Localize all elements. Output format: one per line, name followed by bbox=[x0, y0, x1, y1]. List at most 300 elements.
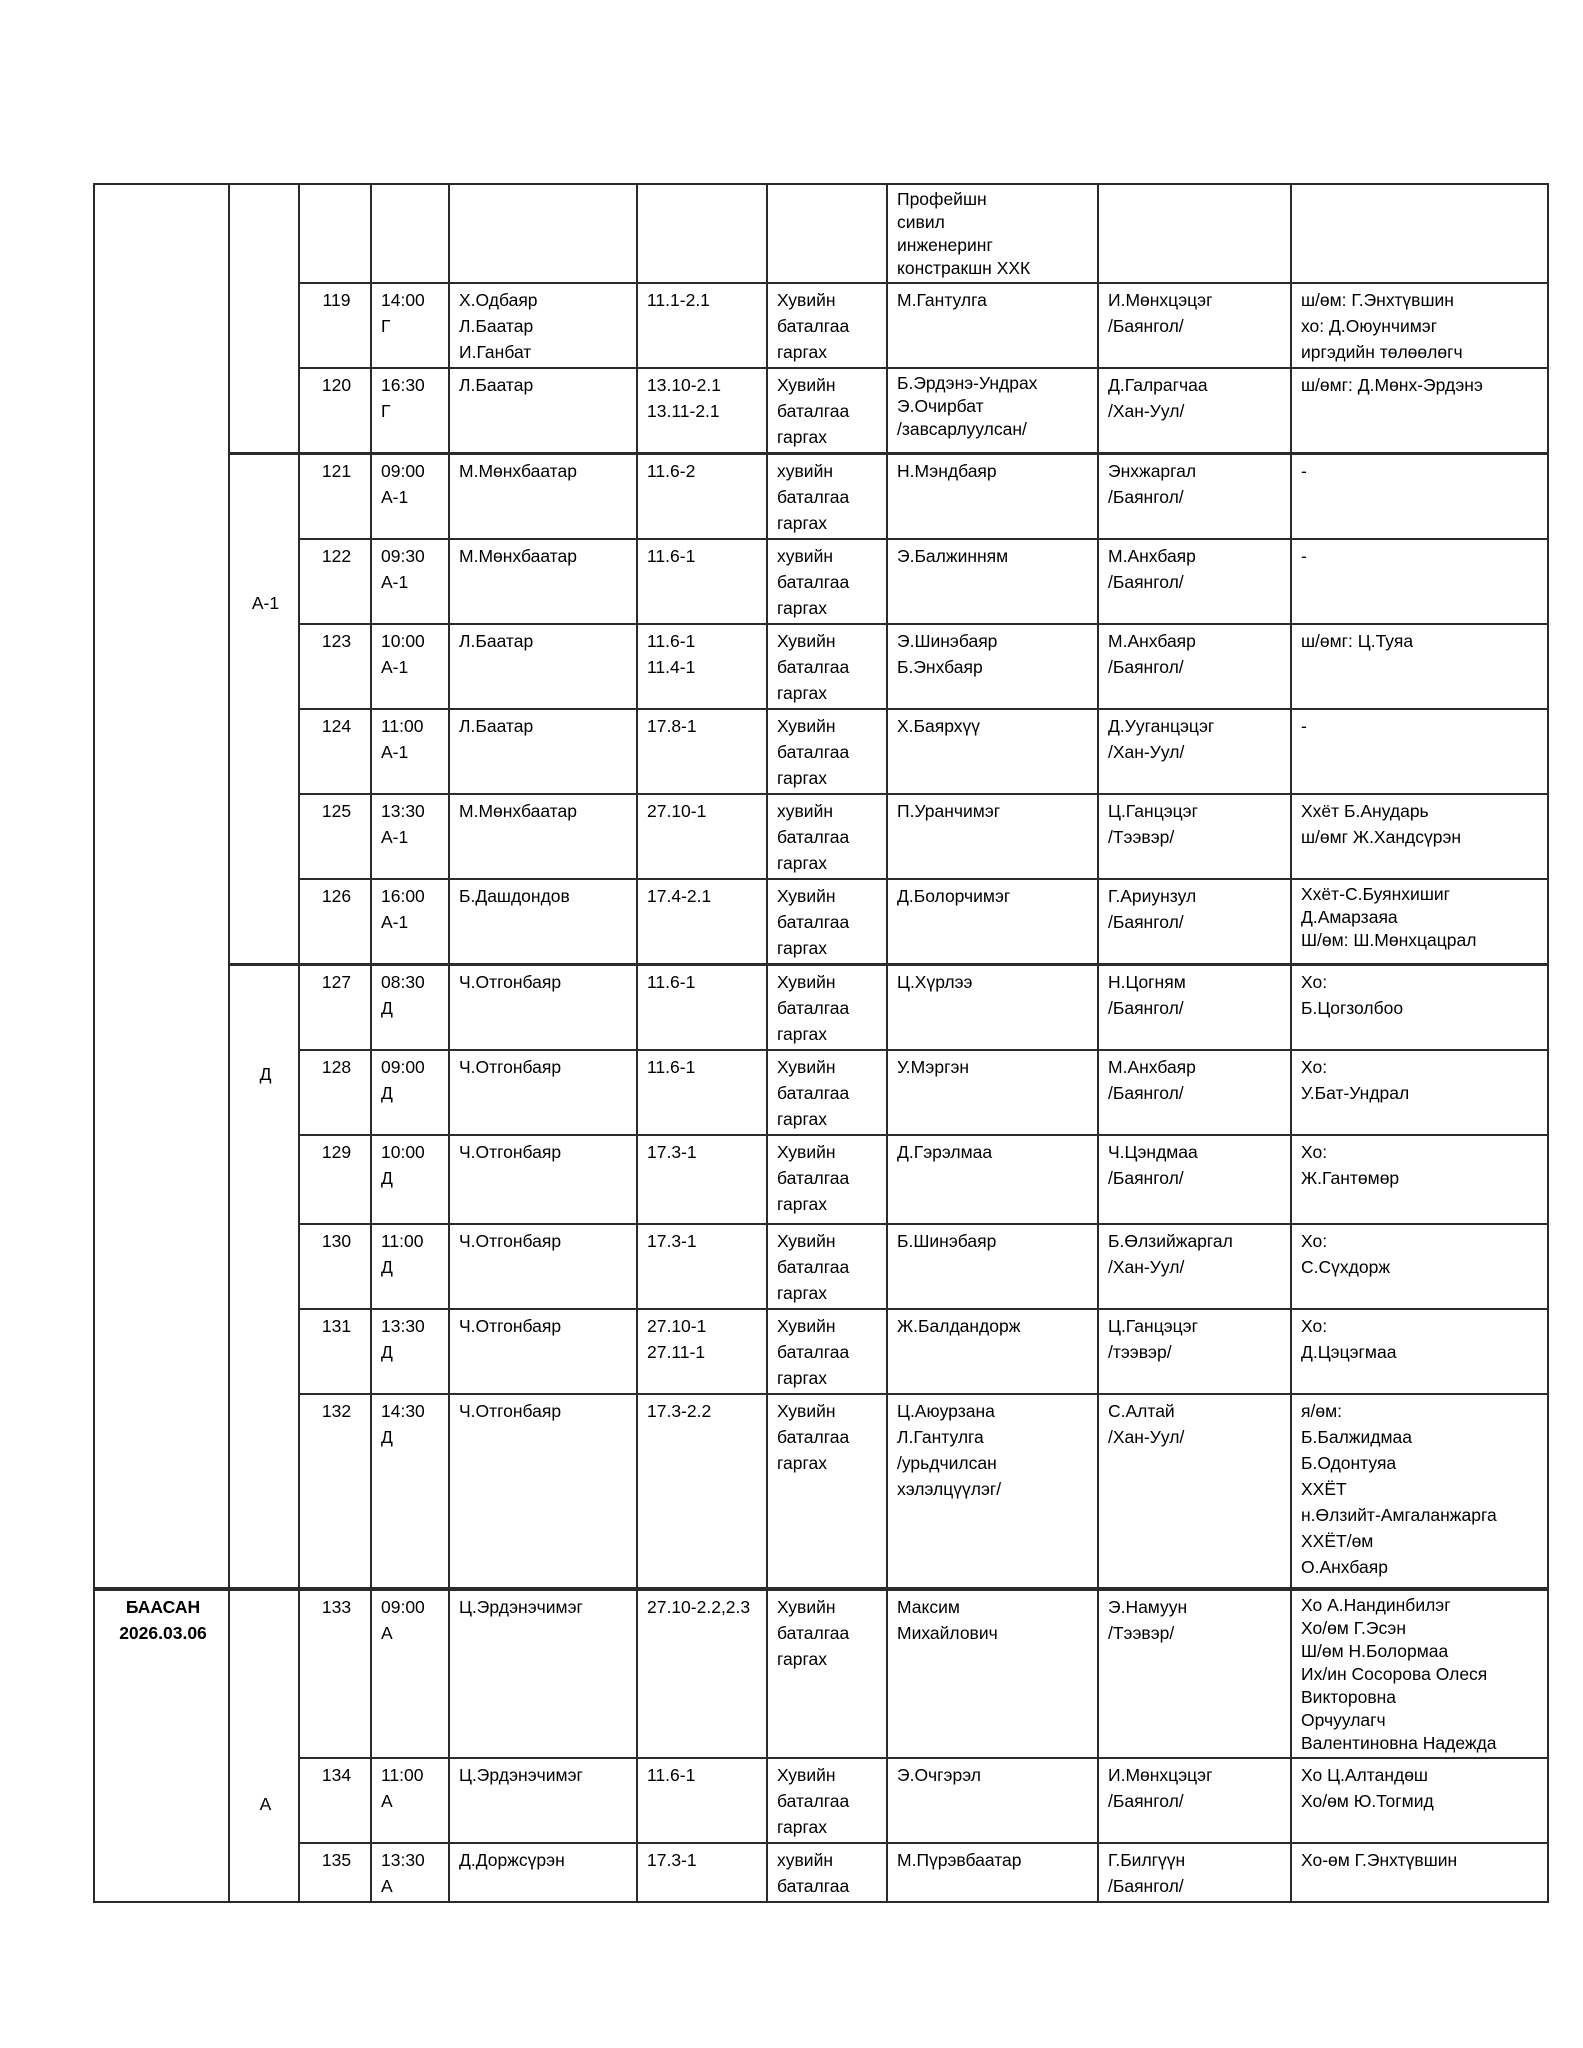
cell-text: хувийн баталгаа гаргах bbox=[777, 546, 850, 618]
text-line: Хо-өм Г.Энхтүвшин bbox=[1301, 1850, 1458, 1870]
session-letter: Д bbox=[381, 1427, 393, 1447]
text-line: Л.Баатар bbox=[459, 631, 534, 651]
cell-time-session bbox=[371, 1050, 449, 1135]
cell-notary-names bbox=[449, 539, 637, 624]
row-number: 133 bbox=[321, 1597, 352, 1617]
cell-service-type bbox=[767, 1309, 887, 1394]
time-value: 13:30 bbox=[381, 1316, 425, 1336]
text-line: Б.Одонтуяа bbox=[1301, 1453, 1397, 1473]
table-row bbox=[94, 624, 1548, 709]
text-line: 11.1-2.1 bbox=[647, 290, 710, 310]
text-line: Профейшн bbox=[897, 189, 987, 209]
text-line: Д.Амарзаяа bbox=[1301, 907, 1398, 927]
cell-time-session bbox=[371, 879, 449, 965]
text-line: хо: Д.Оюунчимэг bbox=[1301, 316, 1438, 336]
cell-notary-names bbox=[449, 624, 637, 709]
text-line: Б.Өлзийжаргал bbox=[1108, 1231, 1233, 1251]
text-line: О.Анхбаяр bbox=[1301, 1557, 1388, 1577]
text-line: - bbox=[1301, 716, 1307, 736]
text-line: 17.3-1 bbox=[647, 1142, 697, 1162]
text-line: Викторовна bbox=[1301, 1687, 1397, 1707]
cell-time-session bbox=[371, 709, 449, 794]
cell-time-session bbox=[371, 1758, 449, 1843]
cell-notary-names bbox=[449, 879, 637, 965]
cell-text: Хувийн баталгаа гаргах bbox=[777, 1057, 850, 1129]
session-letter: А bbox=[381, 1876, 393, 1896]
cell-notes bbox=[1291, 1843, 1548, 1902]
cell-notary-names bbox=[449, 368, 637, 454]
text-line: Михайлович bbox=[897, 1623, 998, 1643]
text-line: 11.6-2 bbox=[647, 461, 696, 481]
cell-service-codes bbox=[637, 709, 767, 794]
time-value: 10:00 bbox=[381, 1142, 425, 1162]
cell-client-names bbox=[887, 1394, 1098, 1589]
text-line: М.Мөнхбаатар bbox=[459, 546, 577, 566]
cell-client-names bbox=[887, 1843, 1098, 1902]
text-line: Ц.Эрдэнэчимэг bbox=[459, 1765, 583, 1785]
cell-text: хувийн баталгаа гаргах bbox=[777, 801, 850, 873]
text-line: Ж.Балдандорж bbox=[897, 1316, 1021, 1336]
text-line: 17.4-2.1 bbox=[647, 886, 712, 906]
text-line: 27.10-1 bbox=[647, 1316, 707, 1336]
cell-notes bbox=[1291, 368, 1548, 454]
row-number: 134 bbox=[321, 1765, 352, 1785]
text-line: сивил bbox=[897, 212, 945, 232]
text-line: У.Бат-Ундрал bbox=[1301, 1083, 1410, 1103]
text-line: Ц.Хүрлээ bbox=[897, 972, 973, 992]
text-line: Ц.Аюурзана bbox=[897, 1401, 995, 1421]
text-line: Хо: bbox=[1301, 972, 1328, 992]
cell-service-codes bbox=[637, 454, 767, 540]
row-number: 119 bbox=[322, 290, 351, 310]
cell-notes bbox=[1291, 624, 1548, 709]
text-line: 17.3-1 bbox=[647, 1231, 697, 1251]
cell-text: Хувийн баталгаа гаргах bbox=[777, 1142, 850, 1214]
text-line: Л.Баатар bbox=[459, 316, 534, 336]
cell-officer bbox=[1098, 709, 1291, 794]
row-number: 121 bbox=[321, 461, 352, 481]
cell-notary-names bbox=[449, 1758, 637, 1843]
session-letter: А-1 bbox=[381, 487, 409, 507]
table-row bbox=[94, 1394, 1548, 1589]
text-line: /Баянгол/ bbox=[1108, 657, 1184, 677]
time-value: 13:30 bbox=[381, 1850, 425, 1870]
cell-client-names bbox=[887, 624, 1098, 709]
text-line: 2026.03.06 bbox=[119, 1623, 207, 1643]
cell-service-codes bbox=[637, 1589, 767, 1758]
cell-client-names bbox=[887, 454, 1098, 540]
text-line: Ц.Эрдэнэчимэг bbox=[459, 1597, 583, 1617]
cell-client-names bbox=[887, 879, 1098, 965]
time-value: 11:00 bbox=[381, 1765, 424, 1785]
text-line: Б.Цогзолбоо bbox=[1301, 998, 1404, 1018]
cell-row-number bbox=[299, 965, 371, 1051]
cell-text: Хувийн баталгаа гаргах bbox=[777, 1597, 850, 1669]
cell-time-session bbox=[371, 1589, 449, 1758]
text-line: Валентиновна Надежда bbox=[1301, 1733, 1497, 1753]
session-letter: А bbox=[381, 1623, 393, 1643]
group-label: А-1 bbox=[251, 593, 280, 613]
cell-notary-names bbox=[449, 454, 637, 540]
session-letter: А-1 bbox=[381, 912, 409, 932]
text-line: Э.Очгэрэл bbox=[897, 1765, 981, 1785]
cell-service-codes bbox=[637, 1050, 767, 1135]
session-letter: Д bbox=[381, 1342, 393, 1362]
cell-officer bbox=[1098, 794, 1291, 879]
text-line: /Баянгол/ bbox=[1108, 572, 1184, 592]
row-number: 131 bbox=[321, 1316, 352, 1336]
text-line: 11.6-1 bbox=[647, 1765, 696, 1785]
text-line: 11.6-1 bbox=[647, 972, 696, 992]
cell-row-number bbox=[299, 624, 371, 709]
session-letter: Г bbox=[381, 316, 391, 336]
time-value: 09:00 bbox=[381, 1057, 425, 1077]
cell-service-type bbox=[767, 1589, 887, 1758]
cell-service-type bbox=[767, 283, 887, 368]
cell-officer bbox=[1098, 965, 1291, 1051]
cell-officer bbox=[1098, 1224, 1291, 1309]
cell-notary-names bbox=[449, 794, 637, 879]
text-line: /Тээвэр/ bbox=[1108, 827, 1175, 847]
row-number: 135 bbox=[321, 1850, 352, 1870]
text-line: М.Пүрэвбаатар bbox=[897, 1850, 1022, 1870]
text-line: Ч.Отгонбаяр bbox=[459, 1231, 562, 1251]
session-letter: А bbox=[381, 1791, 393, 1811]
text-line: Ч.Отгонбаяр bbox=[459, 1401, 562, 1421]
text-line: /Баянгол/ bbox=[1108, 912, 1184, 932]
cell-service-codes bbox=[637, 1309, 767, 1394]
table-row bbox=[94, 1050, 1548, 1135]
cell-service-type bbox=[767, 368, 887, 454]
cell-service-codes bbox=[637, 624, 767, 709]
table-row bbox=[94, 1758, 1548, 1843]
text-line: Б.Дашдондов bbox=[459, 886, 570, 906]
cell-officer bbox=[1098, 184, 1291, 283]
time-value: 09:00 bbox=[381, 461, 425, 481]
cell-client-names bbox=[887, 283, 1098, 368]
text-line: - bbox=[1301, 461, 1307, 481]
text-line: Э.Шинэбаяр bbox=[897, 631, 998, 651]
cell-notary-names bbox=[449, 1135, 637, 1224]
cell-text: Хувийн баталгаа гаргах bbox=[777, 290, 850, 362]
time-value: 14:30 bbox=[381, 1401, 425, 1421]
text-line: инженеринг bbox=[897, 235, 993, 255]
text-line: Г.Билгүүн bbox=[1108, 1850, 1186, 1870]
cell-service-type bbox=[767, 1224, 887, 1309]
text-line: Ц.Ганцэцэг bbox=[1108, 1316, 1198, 1336]
text-line: Хо: bbox=[1301, 1057, 1328, 1077]
text-line: М.Гантулга bbox=[897, 290, 987, 310]
text-line: Н.Мэндбаяр bbox=[897, 461, 997, 481]
cell-notes bbox=[1291, 794, 1548, 879]
cell-service-codes bbox=[637, 879, 767, 965]
cell-service-type bbox=[767, 1135, 887, 1224]
cell-notary-names bbox=[449, 709, 637, 794]
text-line: хэлэлцүүлэг/ bbox=[897, 1479, 1002, 1499]
row-number: 127 bbox=[321, 972, 352, 992]
cell-notes bbox=[1291, 539, 1548, 624]
cell-notes bbox=[1291, 1758, 1548, 1843]
cell-row-number bbox=[299, 454, 371, 540]
text-line: Б.Энхбаяр bbox=[897, 657, 983, 677]
text-line: 27.11-1 bbox=[647, 1342, 706, 1362]
cell-time-session bbox=[371, 1309, 449, 1394]
text-line: Б.Эрдэнэ-Ундрах bbox=[897, 373, 1038, 393]
cell-service-type bbox=[767, 624, 887, 709]
session-letter: А-1 bbox=[381, 572, 409, 592]
text-line: Д.Доржсүрэн bbox=[459, 1850, 565, 1870]
cell-text: Хувийн баталгаа гаргах bbox=[777, 631, 850, 703]
cell-time-session bbox=[371, 965, 449, 1051]
text-line: /Баянгол/ bbox=[1108, 998, 1184, 1018]
cell-row-number bbox=[299, 709, 371, 794]
table-row bbox=[94, 965, 1548, 1051]
cell-service-codes bbox=[637, 539, 767, 624]
table-row bbox=[94, 283, 1548, 368]
text-line: 17.3-2.2 bbox=[647, 1401, 712, 1421]
cell-service-type bbox=[767, 1843, 887, 1902]
text-line: /урьдчилсан bbox=[897, 1453, 997, 1473]
text-line: М.Мөнхбаатар bbox=[459, 461, 577, 481]
cell-service-type bbox=[767, 539, 887, 624]
cell-day bbox=[94, 184, 229, 1589]
text-line: Л.Баатар bbox=[459, 375, 534, 395]
text-line: Б.Шинэбаяр bbox=[897, 1231, 997, 1251]
cell-client-names bbox=[887, 1224, 1098, 1309]
cell-officer bbox=[1098, 1309, 1291, 1394]
schedule-body bbox=[94, 184, 1548, 1902]
cell-row-number bbox=[299, 794, 371, 879]
row-number: 132 bbox=[321, 1401, 352, 1421]
group-label: А bbox=[259, 1794, 272, 1814]
cell-client-names bbox=[887, 965, 1098, 1051]
cell-service-codes bbox=[637, 368, 767, 454]
text-line: 17.3-1 bbox=[647, 1850, 697, 1870]
session-letter: Д bbox=[381, 1083, 393, 1103]
text-line: Л.Баатар bbox=[459, 716, 534, 736]
text-line: М.Мөнхбаатар bbox=[459, 801, 577, 821]
cell-service-type bbox=[767, 1394, 887, 1589]
text-line: С.Алтай bbox=[1108, 1401, 1175, 1421]
text-line: 13.11-2.1 bbox=[647, 401, 720, 421]
text-line: Энхжаргал bbox=[1108, 461, 1197, 481]
text-line: Х.Баярхүү bbox=[897, 716, 981, 736]
text-line: /Баянгол/ bbox=[1108, 1083, 1184, 1103]
text-line: /Баянгол/ bbox=[1108, 1168, 1184, 1188]
text-line: Ч.Цэндмаа bbox=[1108, 1142, 1198, 1162]
cell-text: Хувийн баталгаа гаргах bbox=[777, 1401, 850, 1473]
cell-text: Хувийн баталгаа гаргах bbox=[777, 1231, 850, 1303]
cell-officer bbox=[1098, 624, 1291, 709]
text-line: Н.Цогням bbox=[1108, 972, 1186, 992]
text-line: ХХЁТ/өм bbox=[1301, 1531, 1374, 1551]
time-value: 10:00 bbox=[381, 631, 425, 651]
session-letter: Д bbox=[381, 1257, 393, 1277]
cell-time-session bbox=[371, 794, 449, 879]
row-number: 124 bbox=[321, 716, 352, 736]
text-line: Хо/өм Ю.Тогмид bbox=[1301, 1791, 1434, 1811]
time-value: 13:30 bbox=[381, 801, 425, 821]
cell-service-codes bbox=[637, 1224, 767, 1309]
cell-row-number bbox=[299, 283, 371, 368]
cell-text: Хувийн баталгаа гаргах bbox=[777, 1765, 850, 1837]
cell-notes bbox=[1291, 1050, 1548, 1135]
cell-row-number bbox=[299, 1224, 371, 1309]
cell-time-session bbox=[371, 539, 449, 624]
text-line: Ж.Гантөмөр bbox=[1301, 1168, 1400, 1188]
cell-row-number bbox=[299, 1050, 371, 1135]
cell-time-session bbox=[371, 624, 449, 709]
text-line: Максим bbox=[897, 1597, 960, 1617]
group-label: Д bbox=[259, 1064, 272, 1084]
text-line: Д.Болорчимэг bbox=[897, 886, 1011, 906]
text-line: констракшн ХХК bbox=[897, 258, 1031, 278]
row-number: 123 bbox=[321, 631, 352, 651]
cell-notes bbox=[1291, 283, 1548, 368]
text-line: 27.10-1 bbox=[647, 801, 707, 821]
table-row bbox=[94, 1589, 1548, 1758]
cell-row-number bbox=[299, 879, 371, 965]
text-line: /Баянгол/ bbox=[1108, 1876, 1184, 1896]
cell-notary-names bbox=[449, 1309, 637, 1394]
cell-officer bbox=[1098, 1843, 1291, 1902]
table-row bbox=[94, 709, 1548, 794]
cell-text: Хувийн баталгаа гаргах bbox=[777, 972, 850, 1044]
table-row bbox=[94, 879, 1548, 965]
text-line: Х.Одбаяр bbox=[459, 290, 538, 310]
text-line: Э.Намуун bbox=[1108, 1597, 1188, 1617]
cell-client-names bbox=[887, 1589, 1098, 1758]
text-line: Ххёт Б.Анударь bbox=[1301, 801, 1429, 821]
cell-service-codes bbox=[637, 965, 767, 1051]
session-letter: Д bbox=[381, 998, 393, 1018]
cell-client-names bbox=[887, 1135, 1098, 1224]
row-number: 128 bbox=[321, 1057, 352, 1077]
text-line: иргэдийн төлөөлөгч bbox=[1301, 342, 1463, 362]
cell-text: Хувийн баталгаа гаргах bbox=[777, 1316, 850, 1388]
cell-service-codes bbox=[637, 1394, 767, 1589]
cell-officer bbox=[1098, 1758, 1291, 1843]
cell-group bbox=[229, 454, 299, 965]
cell-service-type bbox=[767, 1758, 887, 1843]
table-row bbox=[94, 1309, 1548, 1394]
text-line: /завсарлуулсан/ bbox=[897, 419, 1027, 439]
text-line: /Хан-Уул/ bbox=[1108, 742, 1185, 762]
cell-group bbox=[229, 1589, 299, 1902]
text-line: /Хан-Уул/ bbox=[1108, 1427, 1185, 1447]
session-letter: Г bbox=[381, 401, 391, 421]
text-line: Ш/өм: Ш.Мөнхцацрал bbox=[1301, 930, 1477, 950]
cell-text: хувийн баталгаа bbox=[777, 1850, 850, 1896]
cell-service-type bbox=[767, 184, 887, 283]
text-line: Э.Очирбат bbox=[897, 396, 984, 416]
text-line: 11.6-1 bbox=[647, 546, 696, 566]
cell-service-codes bbox=[637, 1843, 767, 1902]
text-line: ХХЁТ bbox=[1301, 1479, 1347, 1499]
cell-notes bbox=[1291, 1224, 1548, 1309]
cell-officer bbox=[1098, 1050, 1291, 1135]
cell-row-number bbox=[299, 1589, 371, 1758]
table-row bbox=[94, 1843, 1548, 1902]
text-line: И.Ганбат bbox=[459, 342, 532, 362]
table-row bbox=[94, 454, 1548, 540]
cell-row-number bbox=[299, 1309, 371, 1394]
cell-notary-names bbox=[449, 283, 637, 368]
row-number: 130 bbox=[321, 1231, 352, 1251]
text-line: Г.Ариунзул bbox=[1108, 886, 1197, 906]
cell-officer bbox=[1098, 1589, 1291, 1758]
session-letter: А-1 bbox=[381, 657, 409, 677]
cell-service-type bbox=[767, 794, 887, 879]
text-line: С.Сүхдорж bbox=[1301, 1257, 1391, 1277]
cell-officer bbox=[1098, 368, 1291, 454]
row-number: 129 bbox=[321, 1142, 352, 1162]
text-line: я/өм: bbox=[1301, 1401, 1342, 1421]
cell-service-codes bbox=[637, 794, 767, 879]
text-line: Э.Балжинням bbox=[897, 546, 1009, 566]
cell-notary-names bbox=[449, 184, 637, 283]
text-line: М.Анхбаяр bbox=[1108, 631, 1196, 651]
row-number: 122 bbox=[321, 546, 352, 566]
text-line: Д.Галрагчаа bbox=[1108, 375, 1208, 395]
cell-notes bbox=[1291, 1589, 1548, 1758]
text-line: н.Өлзийт-Амгаланжарга bbox=[1301, 1505, 1497, 1525]
cell-client-names bbox=[887, 794, 1098, 879]
cell-time-session bbox=[371, 1394, 449, 1589]
table-row bbox=[94, 794, 1548, 879]
text-line: /Баянгол/ bbox=[1108, 1791, 1184, 1811]
text-line: 11.4-1 bbox=[647, 657, 696, 677]
cell-text: Хувийн баталгаа гаргах bbox=[777, 375, 850, 447]
text-line: Ч.Отгонбаяр bbox=[459, 1316, 562, 1336]
text-line: /Хан-Уул/ bbox=[1108, 401, 1185, 421]
text-line: Хо: bbox=[1301, 1231, 1328, 1251]
session-letter: А-1 bbox=[381, 742, 409, 762]
text-line: Ч.Отгонбаяр bbox=[459, 972, 562, 992]
text-line: Ч.Отгонбаяр bbox=[459, 1142, 562, 1162]
text-line: Б.Балжидмаа bbox=[1301, 1427, 1412, 1447]
cell-notary-names bbox=[449, 1589, 637, 1758]
text-line: ш/өмг Ж.Хандсүрэн bbox=[1301, 827, 1462, 847]
row-number: 126 bbox=[321, 886, 352, 906]
text-line: И.Мөнхцэцэг bbox=[1108, 290, 1213, 310]
cell-officer bbox=[1098, 283, 1291, 368]
row-number: 125 bbox=[321, 801, 352, 821]
text-line: Д.Ууганцэцэг bbox=[1108, 716, 1215, 736]
cell-notes bbox=[1291, 709, 1548, 794]
text-line: - bbox=[1301, 546, 1307, 566]
text-line: 11.6-1 bbox=[647, 631, 696, 651]
text-line: /Баянгол/ bbox=[1108, 487, 1184, 507]
text-line: Хо А.Нандинбилэг bbox=[1301, 1595, 1451, 1615]
cell-row-number bbox=[299, 1758, 371, 1843]
text-line: Хо: bbox=[1301, 1142, 1328, 1162]
text-line: 11.6-1 bbox=[647, 1057, 696, 1077]
table-row bbox=[94, 184, 1548, 283]
cell-officer bbox=[1098, 1135, 1291, 1224]
table-row bbox=[94, 368, 1548, 454]
text-line: Л.Гантулга bbox=[897, 1427, 984, 1447]
cell-row-number bbox=[299, 1135, 371, 1224]
cell-notary-names bbox=[449, 1050, 637, 1135]
cell-service-type bbox=[767, 879, 887, 965]
cell-client-names bbox=[887, 1758, 1098, 1843]
time-value: 16:30 bbox=[381, 375, 425, 395]
cell-time-session bbox=[371, 283, 449, 368]
text-line: /Баянгол/ bbox=[1108, 316, 1184, 336]
cell-client-names bbox=[887, 1050, 1098, 1135]
text-line: Орчуулагч bbox=[1301, 1710, 1386, 1730]
